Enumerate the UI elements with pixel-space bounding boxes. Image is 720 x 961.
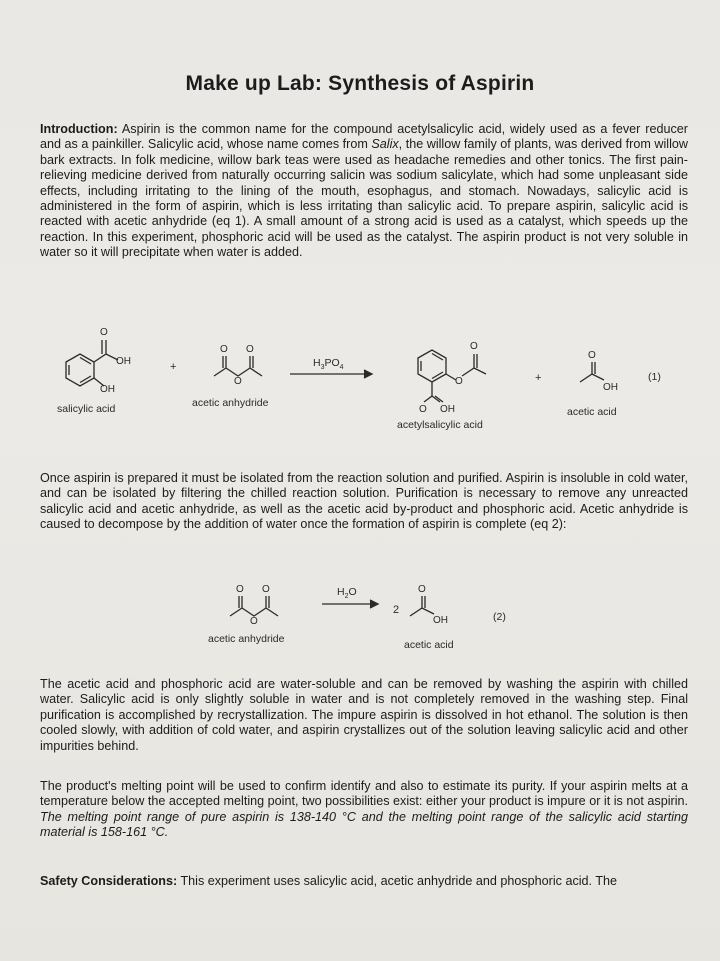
eq2-acetic-oh: OH	[433, 615, 448, 626]
eq2-acetic-carbonyl-o: O	[418, 584, 426, 595]
eq2-acetic-acid-bonds	[410, 596, 434, 616]
safety-paragraph: Safety Considerations: This experiment uses salicylic acid, acetic anhydride and phosphoric acid. The	[40, 874, 618, 888]
eq2-reagent-h2o: $H_2O$	[337, 586, 357, 600]
salicylic-acid-label: salicylic acid	[57, 403, 116, 415]
acetic-acid-oh: OH	[603, 382, 618, 393]
acetic-acid-carbonyl-o: O	[588, 350, 596, 361]
melting-point-paragraph: The product's melting point will be used to confirm identify and also to estimate its purity. If your aspirin melts at a temperature below the accepted melting point, two possibilities exist: either your product is impure or it is not aspirin. The melting point range of pure aspirin is 138-140 °C and the melting point range of the salicylic acid starting material is 158-161 °C.	[40, 779, 688, 840]
salicylic-phenol-oh: OH	[100, 384, 115, 395]
equation-1-drawing	[0, 318, 720, 438]
plus-sign-2: +	[535, 372, 542, 384]
page-title: Make up Lab: Synthesis of Aspirin	[185, 72, 535, 95]
anhydride-bridge-o: O	[234, 376, 242, 387]
reaction-equation-2	[0, 578, 720, 638]
acetic-acid-label-1: acetic acid	[567, 406, 617, 418]
introduction-paragraph: Introduction: Aspirin is the common name for the compound acetylsalicylic acid, widely used as a fever reducer and as a painkiller. Salicylic acid, whose name comes from Salix, the willow family of plants, was derived from willow bark extracts. In folk medicine, willow bark teas were used as headache remedies and other tonics. The first pain-relieving medicine derived from naturally occurring salicin was sodium salicylate, which had some unpleasant side effects, including irritating to the lining of the mouth, esophagus, and stomach. Nowadays, salicylic acid is administered in the form of aspirin, which is less irritating than salicylic acid. To prepare aspirin, salicylic acid is reacted with acetic anhydride (eq 1). A small amount of a strong acid is used as a catalyst, which speeds up the reaction. In this experiment, phosphoric acid will be used as the catalyst. The aspirin product is not very soluble in water so it will precipitate when water is added.	[40, 122, 688, 260]
eq2-anhydride-bridge-o: O	[250, 616, 258, 627]
introduction-heading: Introduction:	[40, 122, 118, 136]
aspirin-ester-o: O	[455, 376, 463, 387]
acetic-acid-bonds	[580, 362, 604, 382]
aspirin-acid-oh: OH	[440, 404, 455, 415]
catalyst-h3po4: $H_3PO_4$	[313, 357, 344, 371]
eq2-anhydride-o-right: O	[262, 584, 270, 595]
salicylic-acid-oh: OH	[116, 356, 131, 367]
salicylic-carbonyl-o: O	[100, 327, 108, 338]
equation-2-drawing	[0, 578, 720, 638]
acetic-acid-label-2: acetic acid	[404, 639, 454, 651]
plus-sign-1: +	[170, 361, 177, 373]
acetic-anhydride-label-1: acetic anhydride	[192, 397, 269, 409]
acetic-anhydride-bonds	[214, 356, 262, 376]
anhydride-o-left: O	[220, 344, 228, 355]
salicylic-acid-bonds	[94, 340, 118, 386]
eq2-anhydride-bonds	[230, 596, 278, 616]
melting-point-ranges: The melting point range of pure aspirin is 138-140 °C and the melting point range of the salicylic acid starting material is 158-161 °C.	[40, 809, 688, 840]
salix-term: Salix	[371, 137, 399, 152]
equation-2-number: (2)	[493, 611, 506, 623]
purification-paragraph: The acetic acid and phosphoric acid are water-soluble and can be removed by washing the aspirin with chilled water. Salicylic acid is only slightly soluble in water and is not completely removed in the washing step. Final purification is accomplished by recrystallization. The impure aspirin is dissolved in hot ethanol. The solution is then cooled slowly, with addition of cold water, and aspirin crystallizes out of the solution leaving salicylic acid and other impurities behind.	[40, 677, 688, 753]
eq2-anhydride-o-left: O	[236, 584, 244, 595]
aspirin-acid-o: O	[419, 404, 427, 415]
isolation-paragraph: Once aspirin is prepared it must be isolated from the reaction solution and purified. Aspirin is insoluble in cold water, and can be isolated by filtering the chilled reaction solution. Purification is necessary to remove any unreacted salicylic acid and acetic anhydride, as well as the acetic acid by-product and phosphoric acid. Acetic anhydride is caused to decompose by the addition of water once the formation of aspirin is complete (eq 2):	[40, 471, 688, 532]
anhydride-o-right: O	[246, 344, 254, 355]
equation-1-number: (1)	[648, 371, 661, 383]
aspirin-ring	[418, 350, 446, 382]
aspirin-carbonyl-o: O	[470, 341, 478, 352]
acetic-anhydride-label-2: acetic anhydride	[208, 633, 285, 645]
salicylic-acid-ring	[66, 354, 94, 386]
eq2-coefficient: 2	[393, 604, 400, 616]
reaction-equation-1	[0, 318, 720, 438]
safety-heading: Safety Considerations:	[40, 874, 178, 888]
acetylsalicylic-acid-label: acetylsalicylic acid	[397, 419, 483, 431]
